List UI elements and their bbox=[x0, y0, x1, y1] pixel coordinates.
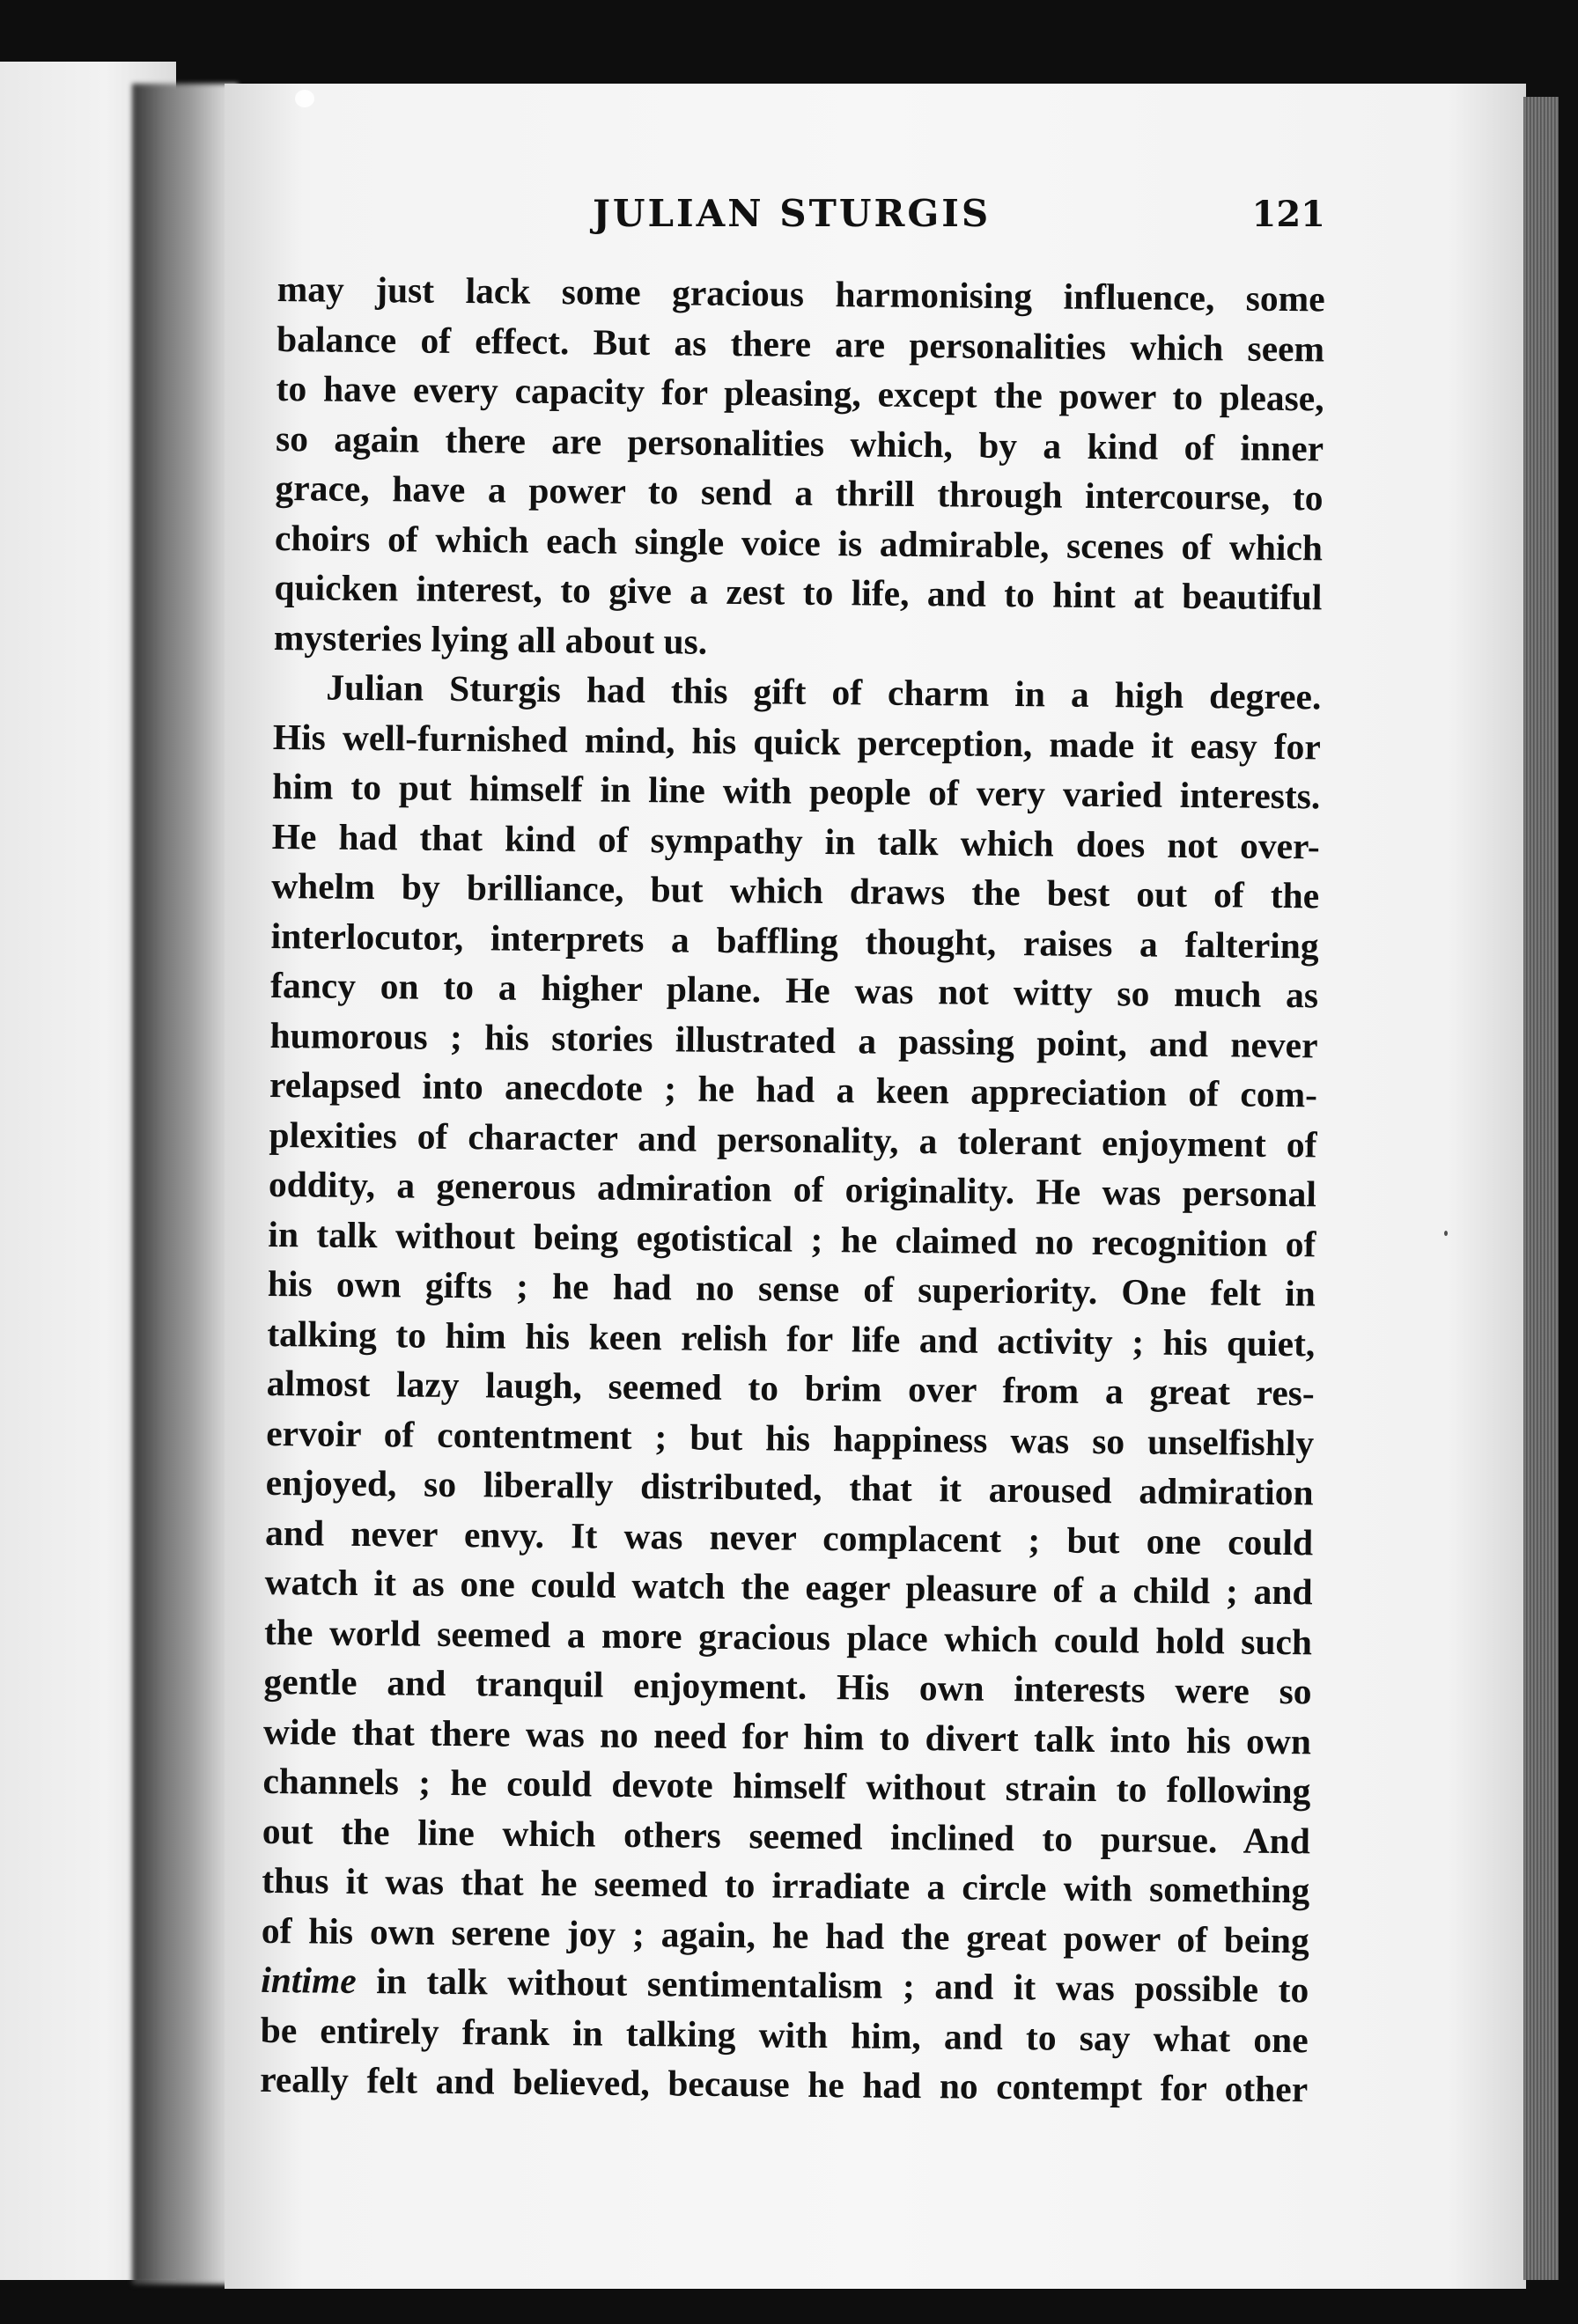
text-line: Julian Sturgis had this gift of charm in a high degree. bbox=[326, 666, 1322, 717]
text-line: of his own serene joy ; again, he had the great power of being bbox=[261, 1909, 1309, 1960]
text-line: watch it as one could watch the eager pleasure of a child ; and bbox=[264, 1561, 1313, 1613]
text-line: thus it was that he seemed to irradiate a circle with something bbox=[262, 1859, 1310, 1911]
text-line: gentle and tranquil enjoyment. His own interests were so bbox=[263, 1660, 1312, 1712]
text-line: in talk without being egotistical ; he claimed no recognition of bbox=[268, 1213, 1316, 1264]
dust-speck bbox=[1444, 1231, 1448, 1236]
text-line: out the line which others seemed inclined to pursue. And bbox=[262, 1810, 1311, 1861]
body-text bbox=[260, 264, 1325, 2114]
book-gutter-shadow bbox=[132, 84, 238, 2284]
text-line: He had that kind of sympathy in talk which does not over- bbox=[271, 815, 1320, 866]
running-title: JULIAN STURGIS bbox=[593, 192, 992, 235]
text-line: and never envy. It was never complacent ; but one could bbox=[264, 1511, 1314, 1563]
text-line: grace, have a power to send a thrill through intercourse, to bbox=[275, 467, 1324, 518]
text-line: humorous ; his stories illustrated a passing point, and never bbox=[269, 1014, 1318, 1065]
text-line: the world seemed a more gracious place which could hold such bbox=[263, 1611, 1313, 1662]
text-line: quicken interest, to give a zest to life, and to hint at beautiful bbox=[274, 566, 1323, 618]
text-line: really felt and believed, because he had no contempt for other bbox=[259, 2058, 1309, 2110]
page-number: 121 bbox=[1251, 194, 1325, 235]
text-line: so again there are personalities which, by a kind of inner bbox=[275, 417, 1324, 468]
text-line: plexities of character and personality, a tolerant enjoyment of bbox=[269, 1114, 1317, 1165]
line-rest: in talk without sentimentalism ; and it was possible to bbox=[356, 1960, 1309, 2011]
text-line: whelm by brilliance, but which draws the best out of the bbox=[271, 864, 1320, 916]
text-line: His well-furnished mind, his quick perception, made it easy for bbox=[272, 716, 1322, 767]
running-header bbox=[277, 192, 1325, 245]
text-line: channels ; he could devote himself without strain to following bbox=[262, 1760, 1311, 1812]
text-line: balance of effect. But as there are personalities which seem bbox=[276, 318, 1325, 369]
paragraph bbox=[274, 264, 1325, 672]
text-line: almost lazy laugh, seemed to brim over from a great res- bbox=[266, 1362, 1315, 1414]
text-line: may just lack some gracious harmonising influence, some bbox=[277, 268, 1325, 320]
text-line: wide that there was no need for him to divert talk into his own bbox=[262, 1710, 1312, 1761]
text-line: oddity, a generous admiration of originality. He was personal bbox=[268, 1163, 1317, 1215]
text-line: him to put himself in line with people of very varied interests. bbox=[272, 765, 1321, 817]
paragraph bbox=[260, 662, 1322, 2114]
text-line: enjoyed, so liberally distributed, that it aroused admiration bbox=[265, 1461, 1314, 1513]
text-line: talking to him his keen relish for life and activity ; his quiet, bbox=[267, 1313, 1316, 1364]
text-line: ervoir of contentment ; but his happiness was so unselfishly bbox=[266, 1412, 1315, 1463]
text-line: interlocutor, interprets a baffling thought, raises a faltering bbox=[270, 915, 1319, 966]
text-line: mysteries lying all about us. bbox=[273, 616, 708, 662]
page-edge-stack bbox=[1523, 97, 1559, 2280]
text-line: his own gifts ; he had no sense of superiority. One felt in bbox=[267, 1262, 1316, 1314]
text-line: fancy on to a higher plane. He was not witty so much as bbox=[269, 964, 1319, 1016]
italic-word: intime bbox=[261, 1959, 357, 2001]
text-line: be entirely frank in talking with him, and to say what one bbox=[260, 2009, 1309, 2060]
text-line: to have every capacity for pleasing, except the power to please, bbox=[276, 367, 1324, 419]
dust-speck bbox=[295, 90, 314, 107]
text-line: relapsed into anecdote ; he had a keen appreciation of com- bbox=[269, 1063, 1318, 1115]
text-line: choirs of which each single voice is admirable, scenes of which bbox=[274, 517, 1324, 568]
